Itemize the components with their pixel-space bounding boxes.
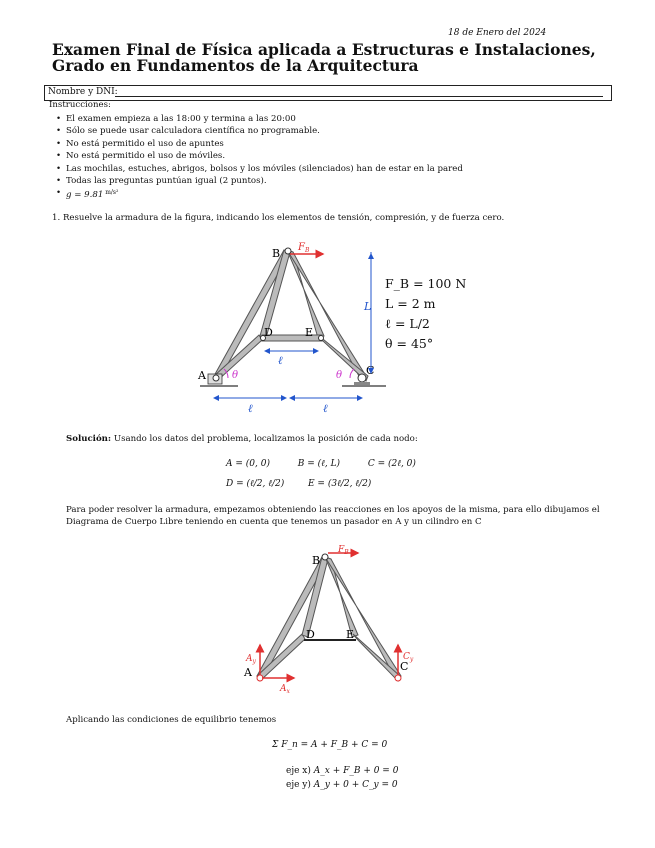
paragraph-reactions: Para poder resolver la armadura, empezamos obteniendo las reacciones en los apoyos de la misma, para ello dibujamos el Diagrama de Cuerpo Libre teniendo en cuenta que tenemos un pasador en A y un cilindro en C <box>66 505 600 527</box>
name-dni-label: Nombre y DNI: <box>48 87 118 97</box>
node-coords-row1 <box>226 458 416 469</box>
exam-date: 18 de Enero del 2024 <box>448 28 547 38</box>
list-item: • No está permitido el uso de móviles. <box>56 150 463 162</box>
node-label-A: A <box>198 369 206 382</box>
const-theta: θ = 45° <box>385 336 434 351</box>
svg-text:Ay: $A_y$ <box>246 654 256 665</box>
node-label-E: E <box>305 326 314 339</box>
const-FB: F_B = 100 N <box>385 276 467 291</box>
list-item: • Todas las preguntas puntúan igual (2 puntos). <box>56 175 463 187</box>
solution-intro <box>66 434 626 446</box>
node-coords-row2 <box>226 478 371 489</box>
const-l: ℓ = L/2 <box>385 316 430 331</box>
fbd-label-D: D <box>306 628 315 641</box>
eq-x-label: eje x) <box>286 766 311 776</box>
eq-sum: Σ F_n = A + F_B + C = 0 <box>272 740 388 750</box>
truss-members <box>214 250 368 381</box>
angle-label-A: θ <box>232 370 239 381</box>
dim-right-label: ℓ <box>323 402 328 415</box>
member-BC <box>287 250 366 378</box>
eq-y-row <box>286 780 398 790</box>
name-dni-line <box>115 96 603 97</box>
list-item: • Las mochilas, estuches, abrigos, bolsos y los móviles (silenciados) han de estar en la pared <box>56 163 463 175</box>
solution-label: Solución: <box>66 434 112 444</box>
title-line-2: Grado en Fundamentos de la Arquitectura <box>52 56 419 75</box>
question-1 <box>52 213 504 223</box>
svg-text:Cy: $C_y$ <box>403 652 414 663</box>
gravity-value: g = 9.81 <box>66 190 104 201</box>
exam-title <box>52 42 596 74</box>
svg-text:FB: $F_B$ <box>338 545 349 556</box>
instructions-heading: Instrucciones: <box>49 100 111 110</box>
node-label-B: B <box>272 247 281 260</box>
list-item: • g = 9.81 $^{m/s^2}$ <box>56 187 463 201</box>
member-BE <box>287 250 324 338</box>
angle-label-C: θ <box>336 370 343 381</box>
fbd-label-B: B <box>312 554 321 567</box>
angle-arc-C <box>350 369 354 378</box>
eq-y-label: eje y) <box>286 780 311 790</box>
eq-y: A_y + 0 + C_y = 0 <box>313 780 398 790</box>
fbd-joint-B <box>322 554 328 560</box>
dim-L-label: L <box>364 300 372 313</box>
joint-B <box>285 248 291 254</box>
coord-A: A = (0, 0) <box>226 459 270 469</box>
list-item: • No está permitido el uso de apuntes <box>56 138 463 150</box>
coord-C: C = (2ℓ, 0) <box>367 459 416 469</box>
title-line-1: Examen Final de Física aplicada a Estructuras e Instalaciones, <box>52 40 596 59</box>
fbd-joint-C <box>395 675 401 681</box>
fbd-label-A: A <box>244 666 252 679</box>
eq-x: A_x + F_B + 0 = 0 <box>313 766 399 776</box>
node-label-C: C <box>366 364 375 377</box>
question-number: 1. <box>52 213 61 223</box>
question-text: Resuelve la armadura de la figura, indicando los elementos de tensión, compresión, y de fuerza cero. <box>62 213 505 223</box>
joint-E <box>319 336 324 341</box>
dim-left-label: ℓ <box>248 402 253 415</box>
force-label-FB: $F_B$ <box>298 242 310 254</box>
roller-C <box>358 374 366 382</box>
list-item: • El examen empieza a las 18:00 y termina a las 20:00 <box>56 113 463 125</box>
const-L: L = 2 m <box>385 296 436 311</box>
fbd-figure <box>240 543 420 695</box>
coord-B: B = (ℓ, L) <box>297 459 341 469</box>
list-item: • Sólo se puede usar calculadora científica no programable. <box>56 125 463 137</box>
fbd-label-C: C <box>400 660 409 673</box>
node-label-D: D <box>264 326 273 339</box>
dim-DE-label: ℓ <box>278 354 283 367</box>
constants-block <box>385 274 466 354</box>
paragraph-equilibrium: Aplicando las condiciones de equilibrio tenemos <box>66 715 277 725</box>
svg-text:Ax: $A_x$ <box>280 684 290 695</box>
fbd-label-E: E <box>346 628 355 641</box>
coord-E: E = (3ℓ/2, ℓ/2) <box>308 479 372 489</box>
truss-figure <box>190 238 390 418</box>
roller-base-C <box>354 382 370 385</box>
solution-intro-text: Usando los datos del problema, localizamos la posición de cada nodo: <box>113 434 418 444</box>
name-dni-field[interactable] <box>44 85 612 101</box>
fbd-members <box>257 557 401 681</box>
eq-x-row <box>286 766 398 776</box>
coord-D: D = (ℓ/2, ℓ/2) <box>226 479 285 489</box>
instructions-list <box>56 113 463 202</box>
pin-A <box>213 375 219 381</box>
